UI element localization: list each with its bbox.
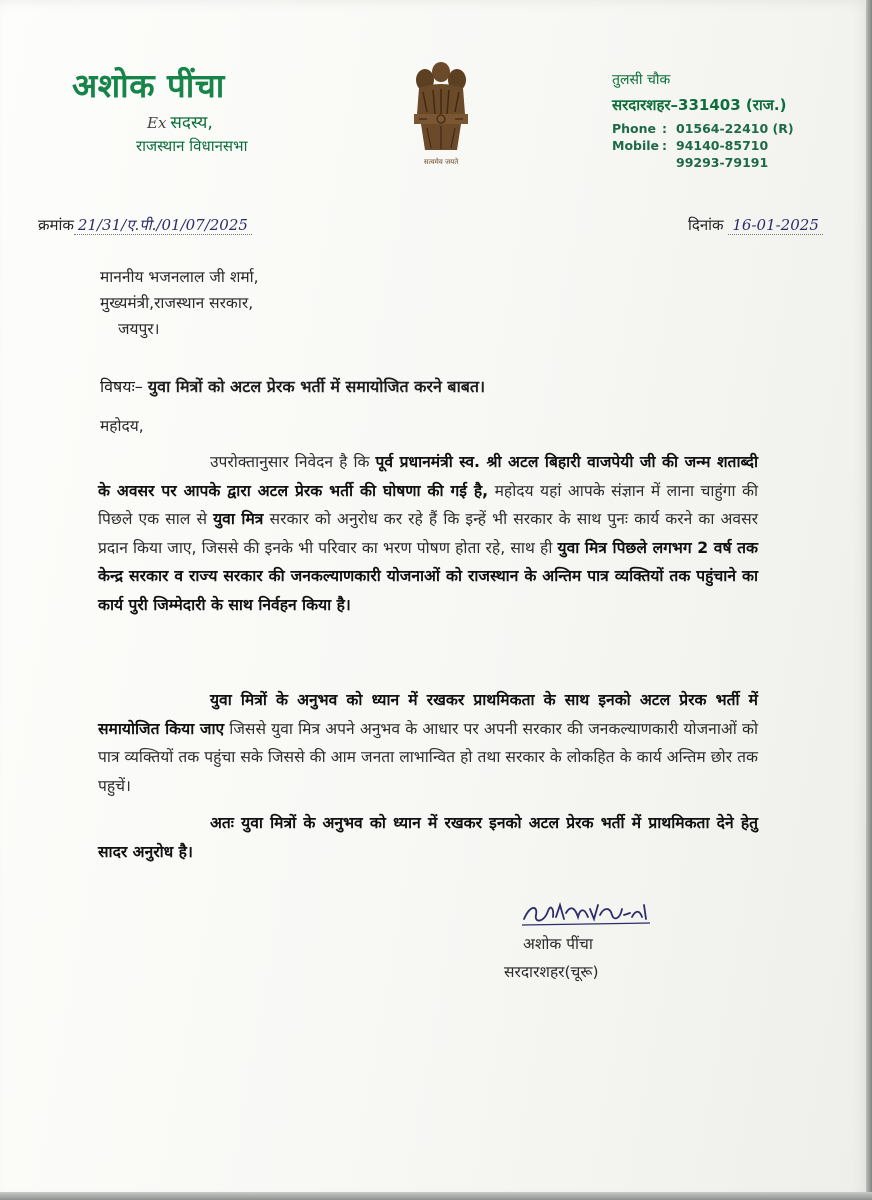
signatory-place: सरदारशहर(चूरू) (504, 963, 599, 981)
p3-bold: अतः युवा मित्रों के अनुभव को ध्यान में रखकर इनको अटल प्रेरक भर्ती में प्राथमिकता देने हेतु सादर अनुरोध है। (98, 814, 758, 861)
page-edge-right (866, 0, 872, 1200)
emblem-motto: सत्यमेव जयते (423, 158, 459, 166)
letter-subject (100, 375, 485, 397)
letterhead-contact: Phone : 01564-22410 (R) Mobile : 94140-85710 99293-79191 (612, 121, 794, 170)
date-value: 16-01-2025 (728, 216, 822, 235)
mobile-number-1: 94140-85710 (676, 138, 769, 153)
letter-date (688, 215, 823, 235)
reference-number (38, 215, 252, 235)
recipient-address (100, 264, 259, 342)
p1-text-a: उपरोक्तानुसार निवेदन है कि (210, 453, 376, 471)
letterhead-title (147, 110, 213, 133)
reference-value: 21/31/ए.पी./01/07/2025 (74, 216, 252, 235)
p1-text-c: महोदय यहां आपके संज्ञान में लाना चाहुंगा की पिछले एक साल से (98, 481, 759, 528)
subject-label: विषयः– (100, 377, 143, 396)
p2-text-b: जिससे युवा मित्र अपने अनुभव के आधार पर अपनी सरकार की जनकल्याणकारी योजनाओं को पात्र व्यक्तियों तक पहुंचा सके जिससे की आम जनता लाभान्वित हो तथा सरकार के लोकहित के कार्य अन्तिम छोर तक पहुचें। (98, 719, 758, 795)
body-paragraph-3 (98, 809, 758, 866)
body-paragraph-1 (98, 448, 758, 619)
letterhead-title-prefix: Ex (147, 114, 167, 132)
page-edge-bottom (0, 1192, 872, 1200)
handwritten-signature (520, 897, 660, 931)
recipient-line-1: माननीय भजनलाल जी शर्मा, (100, 268, 259, 286)
p1-bold-b: पूर्व प्रधानमंत्री स्व. श्री अटल बिहारी वाजपेयी जी की जन्म शताब्दी के अवसर पर आपके द्वारा अटल प्रेरक भर्ती की घोषणा की गई है, (98, 453, 758, 500)
reference-label: क्रमांक (38, 216, 74, 234)
mobile-number-2: 99293-79191 (676, 155, 769, 170)
letterhead-name: अशोक पींचा (72, 66, 225, 105)
phone-number: 01564-22410 (R) (676, 121, 794, 136)
p2-bold-a: युवा मित्रों के अनुभव को ध्यान में रखकर प्राथमिकता के साथ इनको अटल प्रेरक भर्ती में समायोजित किया जाए (98, 691, 758, 738)
letterhead-address (612, 70, 786, 115)
recipient-line-3: जयपुर। (118, 320, 160, 338)
signatory-name: अशोक पींचा (523, 935, 593, 953)
letterhead-city: सरदारशहर–331403 (राज.) (612, 96, 787, 114)
p1-bold-f: युवा मित्र पिछले लगभग 2 वर्ष तक केन्द्र सरकार व राज्य सरकार की जनकल्याणकारी योजनाओं को राजस्थान के अन्तिम पात्र व्यक्तियों तक पहुंचाने का कार्य पुरी जिम्मेदारी के साथ निर्वहन किया है। (98, 538, 758, 614)
p1-text-e: सरकार को अनुरोध कर रहे हैं कि इन्हें भी सरकार के साथ पुनः कार्य करने का अवसर प्रदान किया जाए, जिससे की इनके भी परिवार का भरण पोषण होता रहे, साथ ही (98, 510, 759, 557)
date-label: दिनांक (688, 216, 724, 234)
p1-bold-d: युवा मित्र (213, 510, 264, 528)
mobile-label: Mobile (612, 138, 660, 153)
letterhead-title-text: सदस्य, (170, 113, 213, 133)
recipient-line-2: मुख्यमंत्री,राजस्थान सरकार, (100, 294, 254, 312)
letterhead-assembly: राजस्थान विधानसभा (136, 137, 248, 155)
body-paragraph-2 (98, 686, 758, 800)
phone-label: Phone (612, 121, 657, 136)
national-emblem-icon (405, 58, 477, 170)
letterhead-locality: तुलसी चौक (612, 72, 671, 88)
subject-text: युवा मित्रों को अटल प्रेरक भर्ती में समायोजित करने बाबत। (147, 377, 486, 396)
salutation: महोदय, (100, 417, 144, 435)
